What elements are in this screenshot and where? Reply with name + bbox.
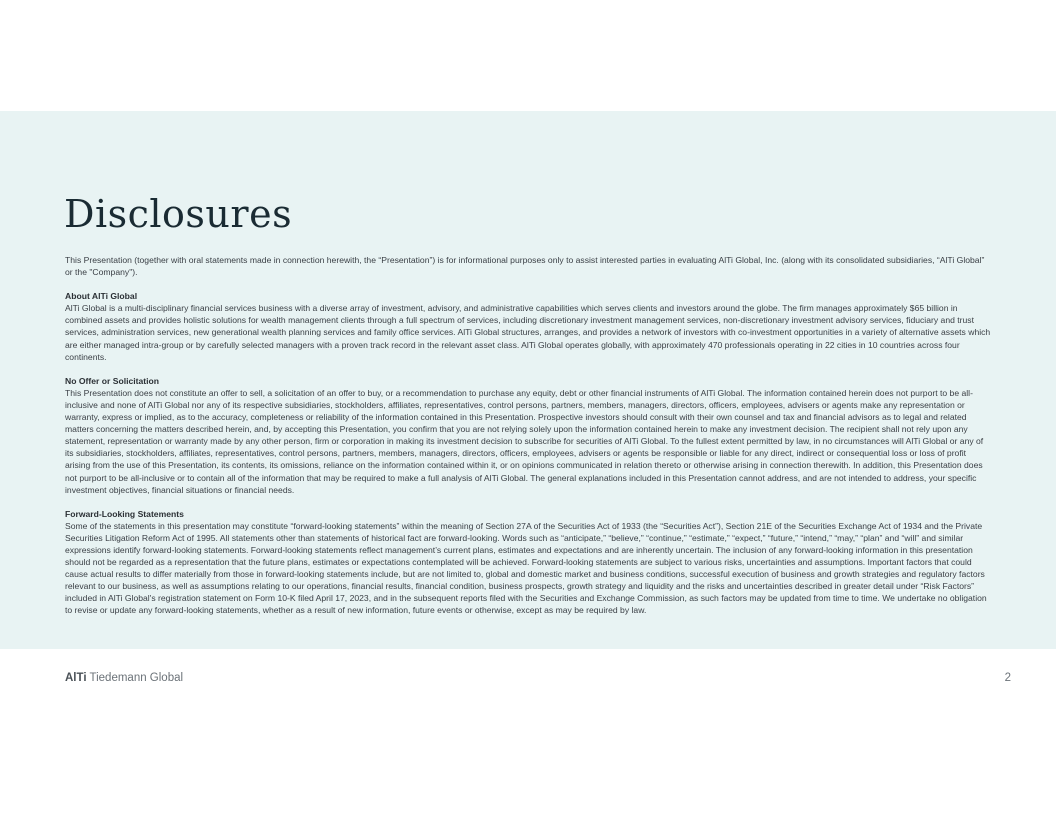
intro-paragraph: This Presentation (together with oral statements made in connection herewith, the “Presentation”) is for informational purposes only to assist interested parties in evaluating AlTi Global, Inc. (along with its consolidated subsidiaries, “AlTi Global” or the "Company"). — [65, 255, 985, 278]
disclosure-content — [65, 254, 991, 629]
brand-name-rest: Tiedemann Global — [86, 672, 184, 684]
page-number: 2 — [1004, 672, 1011, 684]
footer-brand-logo — [65, 671, 183, 685]
section-heading-no-offer: No Offer or Solicitation — [65, 375, 160, 386]
section-no-offer — [65, 375, 991, 496]
section-about — [65, 290, 991, 363]
section-body-no-offer: This Presentation does not constitute an offer to sell, a solicitation of an offer to buy, or a recommendation to purchase any equity, debt or other financial instruments of AlTi Global. The information contained herein does not purport to be all-inclusive and none of AlTi Global nor any of its respective subsidiaries, stockholders, affiliates, representatives, control persons, partners, members, managers, directors, officers, employees, advisers or agents make any representation or warranty, express or implied, as to the accuracy, completeness or reliability of the information contained in this Presentation. Prospective investors should consult with their own counsel and tax and financial advisors as to legal and related matters concerning the matters described herein, and, by accepting this Presentation, you confirm that you are not relying solely upon the information contained herein to make any investment decision. The recipient shall not rely upon any statement, representation or warranty made by any other person, firm or corporation in making its investment decision to subscribe for securities of AlTi Global. To the fullest extent permitted by law, in no circumstances will AlTi Global or any of its subsidiaries, stockholders, affiliates, representatives, control persons, partners, members, managers, directors, officers, employees, advisers or agents be responsible or liable for any direct, indirect or consequential loss or loss of profit arising from the use of this Presentation, its contents, its omissions, reliance on the information contained within it, or on opinions communicated in relation thereto or otherwise arising in connection therewith. In addition, this Presentation does not purport to be all-inclusive or to contain all of the information that may be required to make a full analysis of AlTi Global. The general explanations included in this Presentation cannot address, and are not intended to address, your specific investment objectives, financial situations or financial needs. — [65, 387, 984, 495]
section-heading-forward-looking: Forward-Looking Statements — [65, 508, 184, 519]
brand-name-bold: AlTi — [65, 672, 87, 684]
page-title: Disclosures — [64, 192, 293, 236]
section-heading-about: About AlTi Global — [65, 291, 138, 302]
section-body-forward-looking: Some of the statements in this presentation may constitute “forward-looking statements” within the meaning of Section 27A of the Securities Act of 1933 (the “Securities Act”), Section 21E of the Securities Exchange Act of 1934 and the Private Securities Litigation Reform Act of 1995. All statements other than statements of historical fact are forward-looking. Words such as “anticipate,” “believe,” “continue,” “estimate,” “expect,” “future,” “intend,” “may,” “plan” and “will” and similar expressions identify forward-looking statements. Forward-looking statements reflect management’s current plans, estimates and expectations and are inherently uncertain. The inclusion of any forward-looking information in this presentation should not be regarded as a representation that the future plans, estimates or expectations contemplated will be achieved. Forward-looking statements are subject to various risks, uncertainties and assumptions. Important factors that could cause actual results to differ materially from those in forward-looking statements include, but are not limited to, global and domestic market and business conditions, successful execution of business and growth strategies and regulatory factors relevant to our business, as well as assumptions relating to our operations, financial results, financial condition, business prospects, growth strategy and liquidity and the risks and uncertainties described in greater detail under “Risk Factors” included in AlTi Global's registration statement on Form 10-K filed April 17, 2023, and in the subsequent reports filed with the Securities and Exchange Commission, as such factors may be updated from time to time. We undertake no obligation to revise or update any forward-looking statements, whether as a result of new information, future events or otherwise, except as may be required by law. — [65, 520, 987, 616]
section-forward-looking — [65, 508, 991, 617]
section-body-about: AlTi Global is a multi-disciplinary financial services business with a diverse array of investment, advisory, and administrative capabilities which serves clients and investors around the globe. The firm manages approximately $65 billion in combined assets and provides holistic solutions for wealth management clients through a full spectrum of services, including discretionary investment management services, non-discretionary investment advisory services, fiduciary and trust services, administration services, new generational wealth planning services and family office services. AlTi Global structures, arranges, and provides a network of investors with co-investment opportunities in a variety of alternative assets which are either managed intra-group or by carefully selected managers with a proven track record in the relevant asset class. AlTi Global operates globally, with approximately 470 professionals operating in 22 cities in 10 countries across four continents. — [65, 303, 991, 362]
